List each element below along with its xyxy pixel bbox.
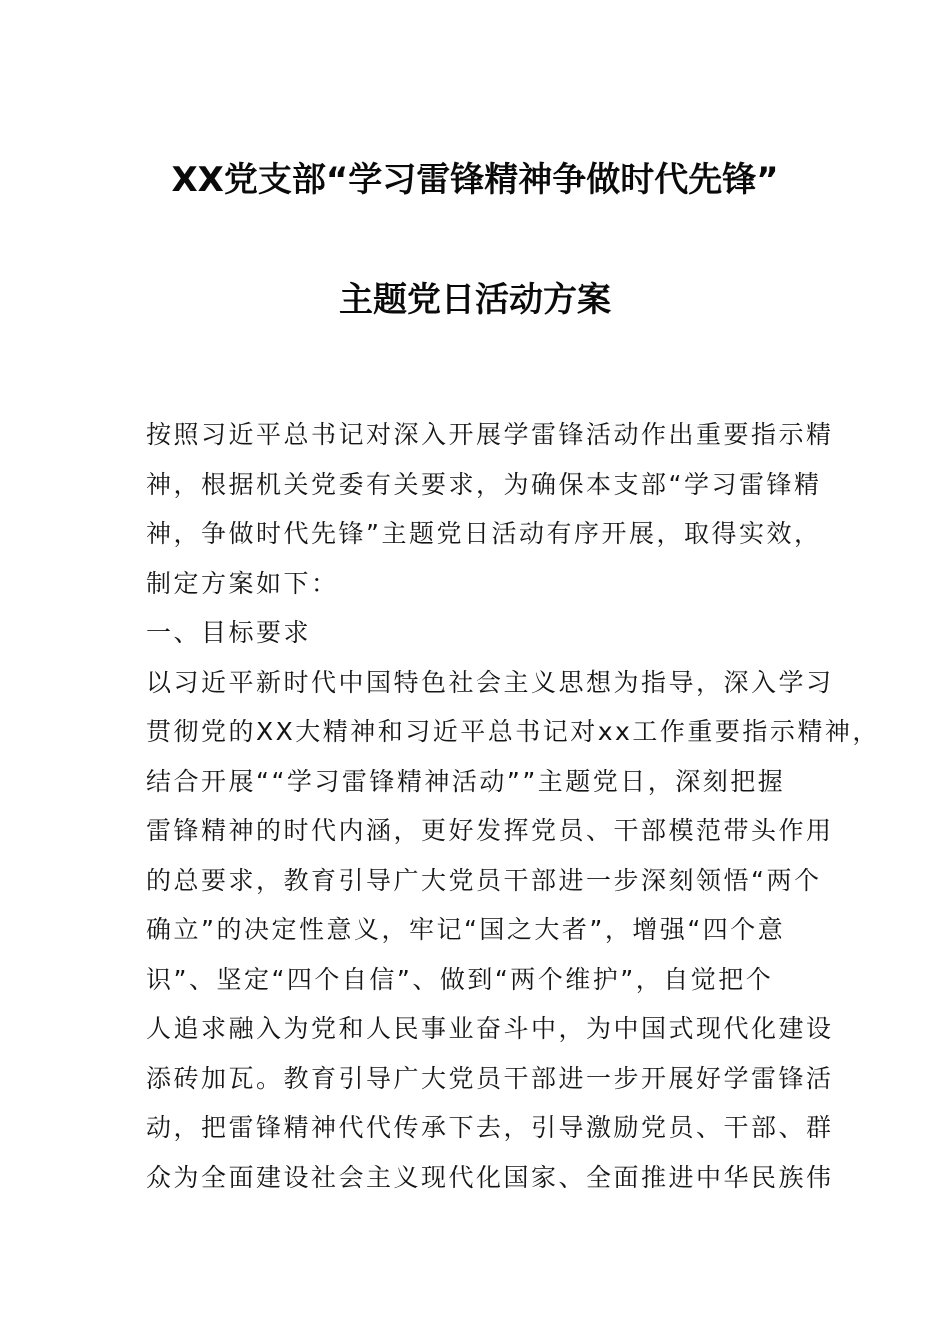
body-line: 制定方案如下： <box>146 568 339 598</box>
body-line: 神，根据机关党委有关要求，为确保本支部“学习雷锋精 <box>146 469 822 499</box>
body-line: 的总要求，教育引导广大党员干部进一步深刻领悟“两个 <box>146 865 822 895</box>
body-line: 雷锋精神的时代内涵，更好发挥党员、干部模范带头作用 <box>146 816 834 845</box>
body-line: 贯彻党的XX大精神和习近平总书记对xx工作重要指示精神， <box>146 717 880 746</box>
body-line: 动，把雷锋精神代代传承下去，引导激励党员、干部、群 <box>146 1113 834 1142</box>
body-line: 识”、坚定“四个自信”、做到“两个维护”，自觉把个 <box>146 964 774 994</box>
body-line: 确立”的决定性意义，牢记“国之大者”，增强“四个意 <box>146 915 786 944</box>
body-line: 人追求融入为党和人民事业奋斗中，为中国式现代化建设 <box>146 1014 834 1043</box>
body-line: 神，争做时代先锋”主题党日活动有序开展，取得实效， <box>146 519 822 548</box>
body-line: 以习近平新时代中国特色社会主义思想为指导，深入学习 <box>146 667 834 697</box>
document-title-line-1: XX党支部“学习雷锋精神争做时代先锋” <box>171 160 779 200</box>
document-title-line-2: 主题党日活动方案 <box>339 280 611 320</box>
section-heading: 一、目标要求 <box>146 618 312 647</box>
body-line: 添砖加瓦。教育引导广大党员干部进一步开展好学雷锋活 <box>146 1063 834 1093</box>
body-line: 结合开展““学习雷锋精神活动””主题党日，深刻把握 <box>146 766 786 796</box>
body-line: 众为全面建设社会主义现代化国家、全面推进中华民族伟 <box>146 1162 834 1192</box>
document-body <box>146 410 880 1202</box>
body-line: 按照习近平总书记对深入开展学雷锋活动作出重要指示精 <box>146 420 834 449</box>
